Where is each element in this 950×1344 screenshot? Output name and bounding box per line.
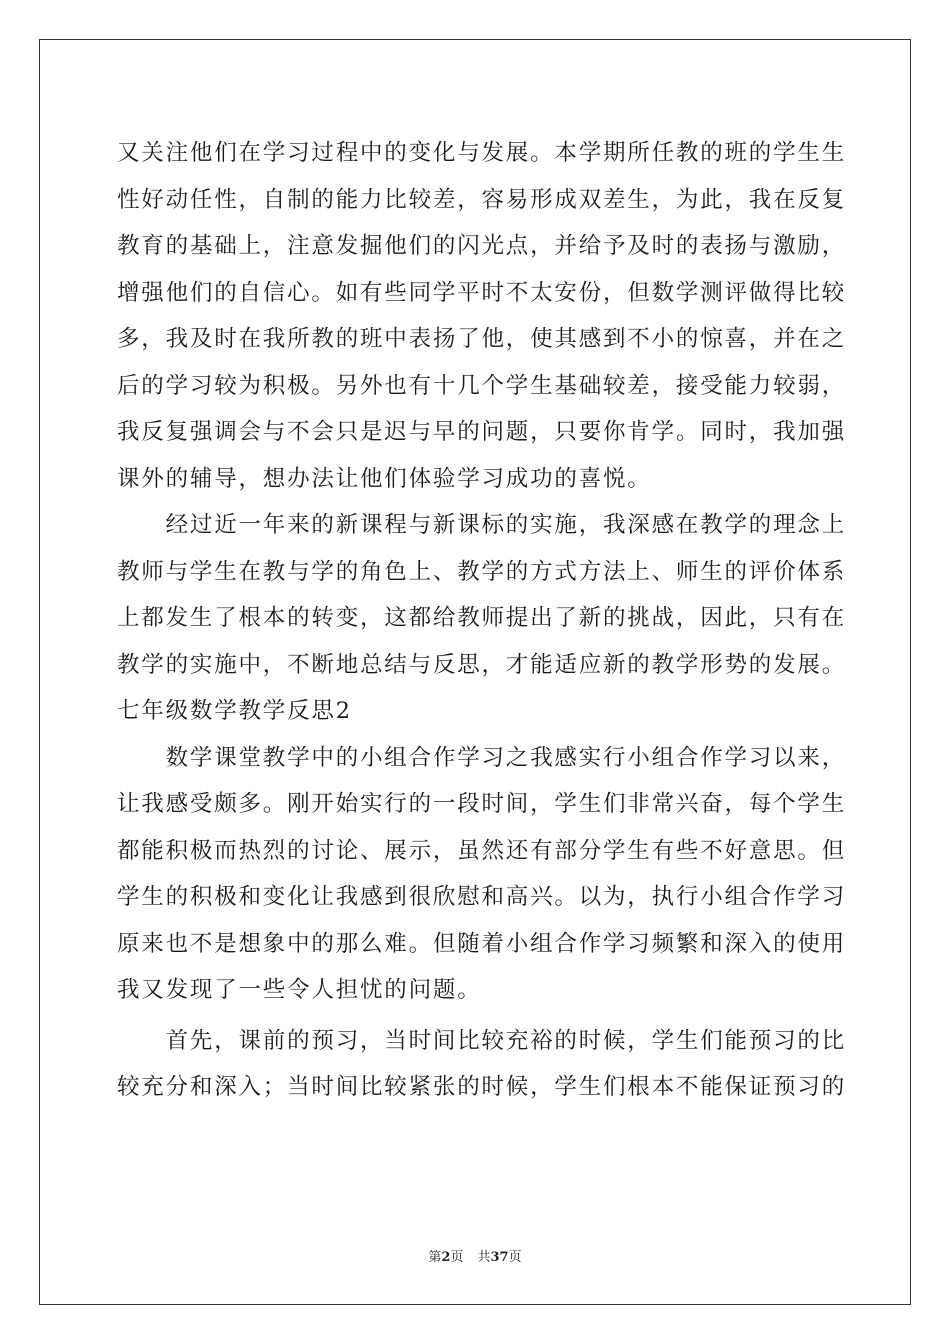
text-line: 增强他们的自信心。如有些同学平时不太安份，但数学测评做得比较 — [117, 279, 847, 306]
text-line: 上都发生了根本的转变，这都给教师提出了新的挑战，因此，只有在 — [117, 605, 847, 631]
document-body — [117, 130, 847, 1111]
section-heading: 七年级数学教学反思2 — [117, 698, 352, 724]
text-line: 让我感受颇多。刚开始实行的一段时间，学生们非常兴奋，每个学生 — [117, 791, 847, 817]
total-pages: 37 — [490, 1250, 509, 1265]
text-line: 学生的积极和变化让我感到很欣慰和高兴。以为，执行小组合作学习 — [117, 884, 847, 910]
text-line: 又关注他们在学习过程中的变化与发展。本学期所任教的班的学生生 — [117, 140, 847, 166]
page-suffix: 页 — [450, 1250, 464, 1265]
text-line: 首先，课前的预习，当时间比较充裕的时候，学生们能预习的比 — [117, 1027, 847, 1054]
text-line: 教师与学生在教与学的角色上、教学的方式方法上、师生的评价体系 — [117, 558, 847, 585]
text-line: 教育的基础上，注意发掘他们的闪光点，并给予及时的表扬与激励， — [117, 233, 847, 259]
text-line: 性好动任性，自制的能力比较差，容易形成双差生，为此，我在反复 — [117, 186, 847, 213]
page-footer — [0, 1246, 950, 1265]
total-prefix: 共 — [477, 1250, 491, 1265]
text-line: 原来也不是想象中的那么难。但随着小组合作学习频繁和深入的使用 — [117, 930, 847, 957]
text-line: 我反复强调会与不会只是迟与早的问题，只要你肯学。同时，我加强 — [117, 419, 847, 445]
text-line: 我又发现了一些令人担忧的问题。 — [117, 977, 482, 1003]
page-prefix: 第 — [428, 1250, 442, 1265]
text-line: 都能积极而热烈的讨论、展示，虽然还有部分学生有些不好意思。但 — [117, 837, 847, 864]
text-line: 较充分和深入；当时间比较紧张的时候，学生们根本不能保证预习的 — [117, 1074, 847, 1100]
text-line: 后的学习较为积极。另外也有十几个学生基础较差，接受能力较弱， — [117, 372, 847, 399]
text-line: 教学的实施中，不断地总结与反思，才能适应新的教学形势的发展。 — [117, 651, 847, 678]
text-line: 多，我及时在我所教的班中表扬了他，使其感到不小的惊喜，并在之 — [117, 326, 847, 352]
total-suffix: 页 — [508, 1250, 522, 1265]
text-line: 数学课堂教学中的小组合作学习之我感实行小组合作学习以来， — [117, 744, 847, 771]
page-number: 2 — [441, 1250, 451, 1265]
text-line: 经过近一年来的新课程与新课标的实施，我深感在教学的理念上 — [117, 512, 847, 538]
text-line: 课外的辅导，想办法让他们体验学习成功的喜悦。 — [117, 465, 652, 492]
